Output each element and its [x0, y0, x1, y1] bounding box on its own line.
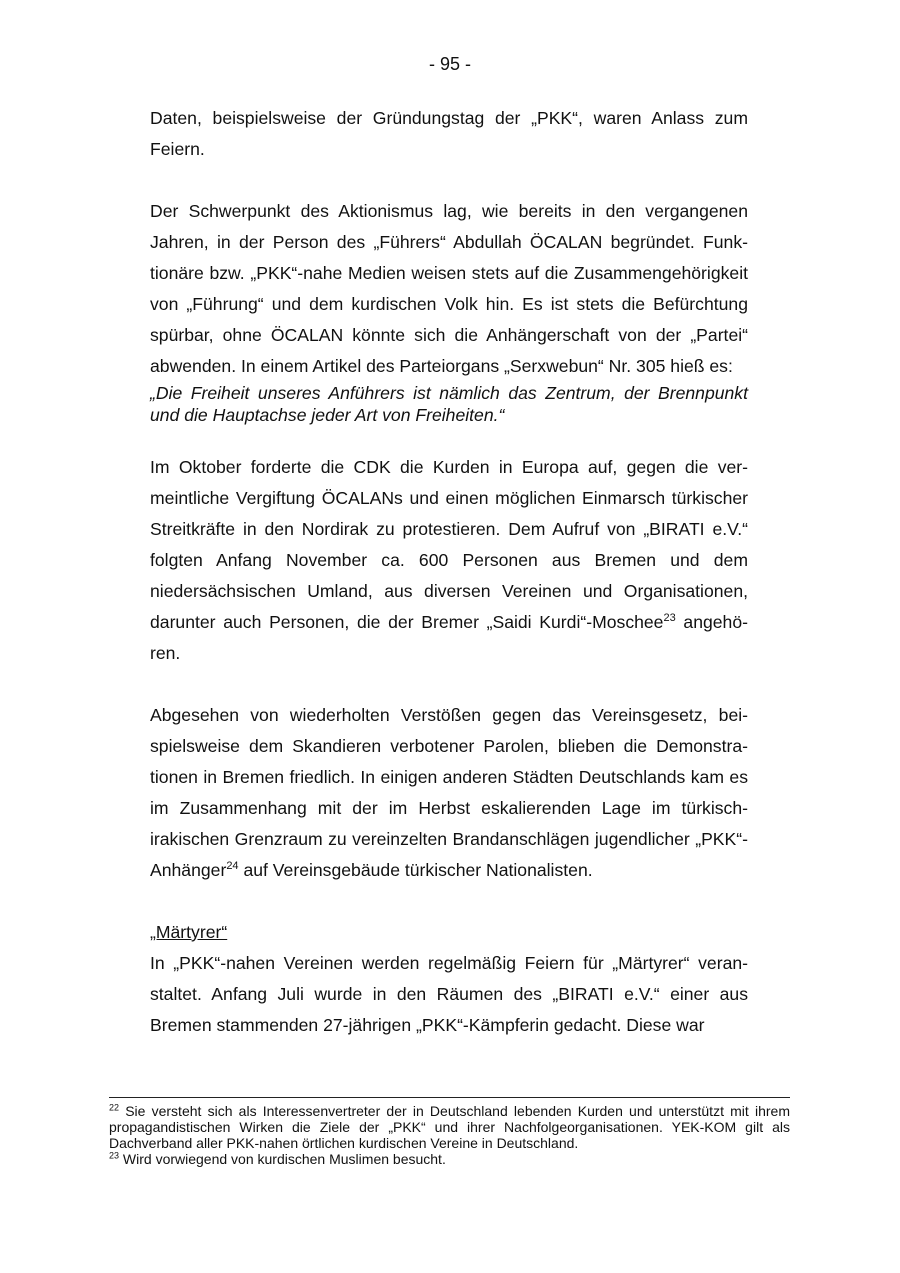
paragraph-text: auf Vereinsgebäude türkischer Nationalisten. [238, 860, 593, 880]
section-heading: „Märtyrer“ [150, 922, 228, 942]
paragraph [150, 700, 748, 886]
paragraph-text: Im Oktober forderte die CDK die Kurden in Europa auf, gegen die vermeintliche Vergiftung ÖCALANs und einen möglichen Einmarsch türkischer Streitkräfte in den Nordirak zu protestieren. Dem Aufruf von „BIRATI e.V.“ folgten Anfang November ca. 600 Personen aus Bremen und dem niedersächsischen Umland, aus diversen Vereinen und Organisationen, darunter auch Personen, die der Bremer „Saidi Kurdi“-Moschee [150, 457, 748, 632]
footnote-reference: 24 [226, 860, 239, 873]
paragraph: In „PKK“-nahen Vereinen werden regelmäßig Feiern für „Märtyrer“ veranstaltet. Anfang Juli wurde in den Räumen des „BIRATI e.V.“ einer aus Bremen stammenden 27-jährigen „PKK“-Kämpferin gedacht. Diese war [150, 953, 748, 1035]
paragraph-text: Abgesehen von wiederholten Verstößen gegen das Vereinsgesetz, beispielsweise dem Skandieren verbotener Parolen, blieben die Demonstrationen in Bremen friedlich. In einigen anderen Städten Deutschlands kam es im Zusammenhang mit der im Herbst eskalierenden Lage im türkisch-irakischen Grenzraum zu vereinzelten Brandanschlägen jugendlicher „PKK“-Anhänger [150, 705, 748, 880]
footnote-reference: 23 [663, 612, 676, 625]
footnotes [109, 1103, 790, 1167]
footnote [109, 1103, 790, 1151]
paragraph: Daten, beispielsweise der Gründungstag der „PKK“, waren Anlass zum Feiern. [150, 108, 748, 159]
footnote-marker: 22 [109, 1102, 120, 1113]
paragraph: Der Schwerpunkt des Aktionismus lag, wie bereits in den vergangenen Jahren, in der Person des „Führers“ Abdullah ÖCALAN begründet. Funktionäre bzw. „PKK“-nahe Medien weisen stets auf die Zusammengehörigkeit von „Führung“ und dem kurdischen Volk hin. Es ist stets die Befürchtung spürbar, ohne ÖCALAN könnte sich die Anhängerschaft von der „Partei“ abwenden. In einem Artikel des Parteiorgans „Serxwebun“ Nr. 305 hieß es: [150, 201, 748, 376]
footnote-text: Sie versteht sich als Interessenvertreter der in Deutschland lebenden Kurden und unterstützt mit ihrem propagandistischen Wirken die Ziele der „PKK“ und ihrer Nachfolgeorganisationen. YEK-KOM gilt als Dachverband aller PKK-nahen örtlichen kurdischen Vereine in Deutschland. [109, 1103, 790, 1151]
page-number: - 95 - [428, 54, 471, 74]
footnote [109, 1151, 790, 1167]
footnote-divider [109, 1097, 790, 1098]
footnote-marker: 23 [109, 1150, 120, 1161]
body-text [150, 103, 748, 1041]
paragraph-text: angehören. [150, 612, 748, 663]
footnote-text: Wird vorwiegend von kurdischen Muslimen besucht. [119, 1151, 446, 1167]
block-quote: „Die Freiheit unseres Anführers ist nämlich das Zentrum, der Brennpunkt und die Hauptachse jeder Art von Freiheiten.“ [150, 383, 748, 425]
paragraph [150, 452, 748, 669]
